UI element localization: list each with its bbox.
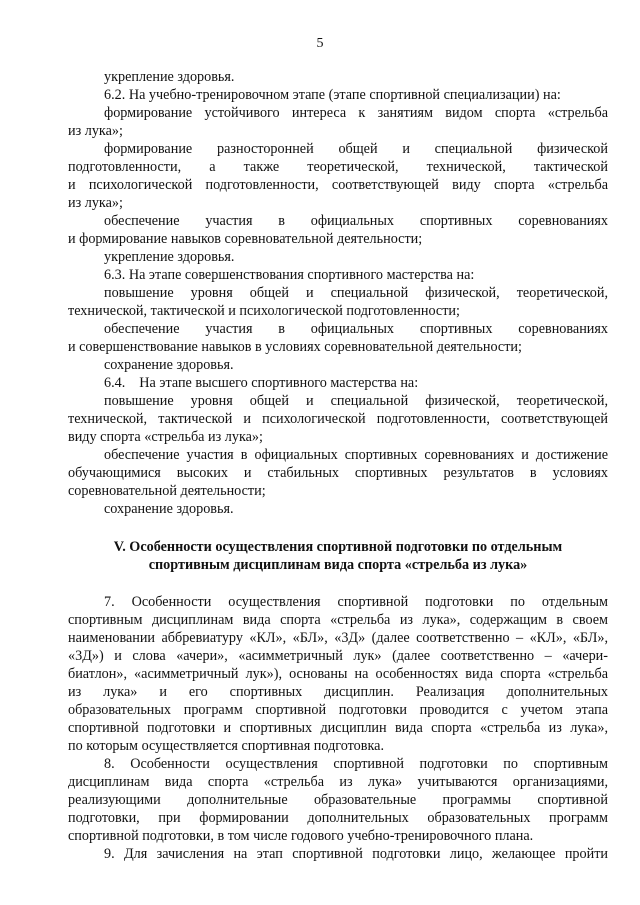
text-line: «3Д») и слова «ачери», «асимметричный лук» (далее соответственно – «ачери- — [68, 648, 608, 664]
text-line: обеспечение участия в официальных спортивных соревнованиях — [104, 321, 608, 337]
paragraph-number: 6.4. — [104, 375, 126, 391]
text-line: повышение уровня общей и специальной физической, теоретической, — [104, 393, 608, 409]
text-line: спортивным дисциплинам вида спорта «стрельба из лука», содержащим в своем — [68, 612, 608, 628]
text-line: обучающимися высоких и стабильных спортивных результатов в условиях — [68, 465, 608, 481]
text-line: 6.3. На этапе совершенствования спортивного мастерства на: — [104, 267, 475, 283]
page-number: 5 — [316, 36, 324, 51]
text-line: и совершенствование навыков в условиях соревновательной деятельности; — [68, 339, 522, 355]
text-line: 9. Для зачисления на этап спортивной подготовки лицо, желающее пройти — [104, 846, 608, 862]
text-line: из лука» и его спортивных дисциплин. Реализация дополнительных — [68, 684, 608, 700]
text-line: обеспечение участия в официальных спортивных соревнованиях и достижение — [104, 447, 608, 463]
text-line: наименовании аббревиатуру «КЛ», «БЛ», «3Д» (далее соответственно – «КЛ», «БЛ», — [68, 630, 608, 646]
text-line: из лука»; — [68, 195, 123, 211]
text-line: укрепление здоровья. — [104, 249, 235, 265]
text-line: 7. Особенности осуществления спортивной подготовки по отдельным — [104, 594, 608, 610]
text-line: сохранение здоровья. — [104, 357, 234, 373]
section-heading-line-2: спортивным дисциплинам вида спорта «стрельба из лука» — [148, 557, 528, 573]
text-line: и формирование навыков соревновательной деятельности; — [68, 231, 423, 247]
text-line: соревновательной деятельности; — [68, 483, 266, 499]
text-line: технической, тактической и психологической подготовленности, соответствующей — [68, 411, 608, 427]
text-line: 6.2. На учебно-тренировочном этапе (этапе спортивной специализации) на: — [104, 87, 561, 103]
text-line: и психологической подготовленности, соответствующей виду спорта «стрельба — [68, 177, 608, 193]
text-line: укрепление здоровья. — [104, 69, 235, 85]
text-line: виду спорта «стрельба из лука»; — [68, 429, 263, 445]
text-line: формирование устойчивого интереса к занятиям видом спорта «стрельба — [104, 105, 608, 121]
text-line: подготовки, при формировании дополнительных образовательных программ — [68, 810, 608, 826]
text-line: спортивной подготовки, в том числе годового учебно-тренировочного плана. — [68, 828, 534, 844]
text-line: биатлон», «асимметричный лук»), основаны на особенностях вида спорта «стрельба — [68, 666, 608, 682]
text-line: реализующими дополнительные образовательные программы спортивной — [68, 792, 608, 808]
text-line: из лука»; — [68, 123, 123, 139]
text-line: повышение уровня общей и специальной физической, теоретической, — [104, 285, 608, 301]
text-line: формирование разносторонней общей и специальной физической — [104, 141, 608, 157]
text-line: по которым осуществляется спортивная подготовка. — [68, 738, 384, 754]
text-line: 8. Особенности осуществления спортивной подготовки по спортивным — [104, 756, 608, 772]
text-line: подготовленности, а также теоретической, технической, тактической — [68, 159, 608, 175]
text-line: образовательных программ спортивной подготовки проводится с учетом этапа — [68, 702, 608, 718]
text-line: обеспечение участия в официальных спортивных соревнованиях — [104, 213, 608, 229]
section-heading-line-1: V. Особенности осуществления спортивной подготовки по отдельным — [113, 539, 563, 555]
text-line: технической, тактической и психологической подготовленности; — [68, 303, 460, 319]
text-line: спортивной подготовки и спортивных дисциплин вида спорта «стрельба из лука», — [68, 720, 608, 736]
text-line: дисциплинам вида спорта «стрельба из лука» учитываются организациями, — [68, 774, 608, 790]
text-line — [68, 374, 608, 392]
paragraph-text: На этапе высшего спортивного мастерства на: — [139, 375, 419, 391]
text-line: сохранение здоровья. — [104, 501, 234, 517]
